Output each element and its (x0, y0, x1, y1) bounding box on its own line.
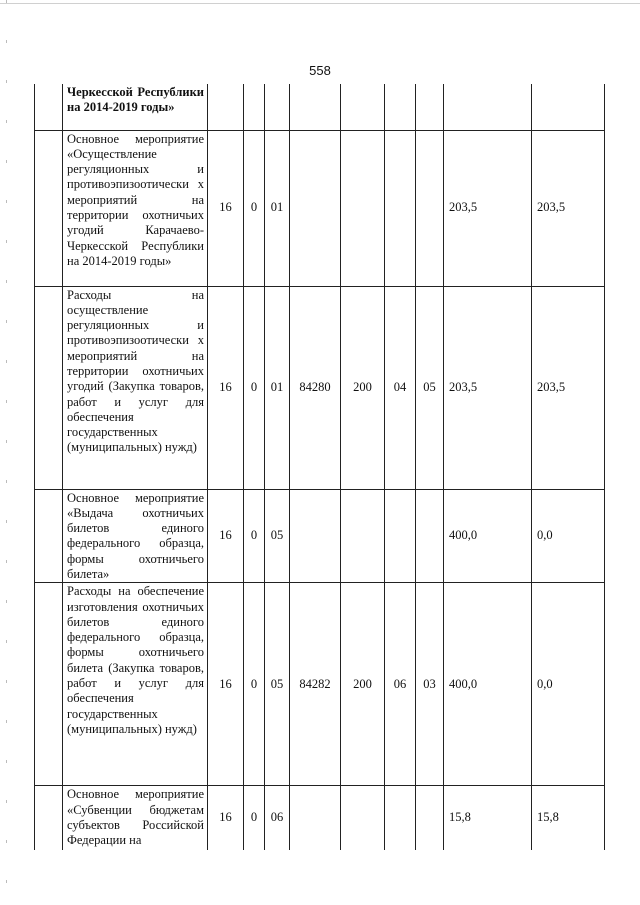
code-cell-c6: 04 (385, 286, 416, 489)
table-row (35, 84, 605, 130)
code-cell-c3: 01 (265, 130, 290, 286)
scan-margin-mark (6, 0, 7, 905)
description-cell: Основное мероприятие «Осуществление регуляционных и противоэпизоотически х мероприятий на территории охотничьих угодий Карачаево-Черкесской Республики на 2014-2019 годы» (63, 130, 208, 286)
amount-cell-v2: 0,0 (532, 489, 605, 583)
code-cell-c2: 0 (244, 286, 265, 489)
code-cell-c4 (290, 786, 341, 850)
amount-cell-v1: 203,5 (444, 286, 532, 489)
code-cell-c7: 03 (416, 583, 444, 786)
amount-cell-v1: 203,5 (444, 130, 532, 286)
code-cell-c1 (208, 84, 244, 130)
code-cell-c5: 200 (341, 286, 385, 489)
amount-cell-v1: 400,0 (444, 583, 532, 786)
row-index-cell (35, 286, 63, 489)
amount-cell-v2: 15,8 (532, 786, 605, 850)
amount-cell-v1 (444, 84, 532, 130)
code-cell-c5 (341, 489, 385, 583)
table-row (35, 786, 605, 850)
code-cell-c3: 05 (265, 583, 290, 786)
code-cell-c2: 0 (244, 786, 265, 850)
table-row (35, 489, 605, 583)
code-cell-c7 (416, 84, 444, 130)
code-cell-c7 (416, 786, 444, 850)
table-row (35, 286, 605, 489)
code-cell-c7 (416, 130, 444, 286)
code-cell-c4: 84282 (290, 583, 341, 786)
row-index-cell (35, 583, 63, 786)
code-cell-c7: 05 (416, 286, 444, 489)
row-index-cell (35, 130, 63, 286)
amount-cell-v1: 15,8 (444, 786, 532, 850)
code-cell-c1: 16 (208, 286, 244, 489)
amount-cell-v2: 0,0 (532, 583, 605, 786)
code-cell-c7 (416, 489, 444, 583)
code-cell-c3 (265, 84, 290, 130)
code-cell-c1: 16 (208, 489, 244, 583)
code-cell-c2 (244, 84, 265, 130)
table-body (35, 84, 605, 850)
code-cell-c3: 05 (265, 489, 290, 583)
description-cell: Основное мероприятие «Выдача охотничьих билетов единого федерального образца, формы охотничьего билета» (63, 489, 208, 583)
row-index-cell (35, 84, 63, 130)
code-cell-c3: 06 (265, 786, 290, 850)
amount-cell-v2: 203,5 (532, 286, 605, 489)
code-cell-c4 (290, 84, 341, 130)
page-number: 558 (309, 63, 331, 78)
code-cell-c4 (290, 130, 341, 286)
code-cell-c1: 16 (208, 786, 244, 850)
budget-table (34, 84, 605, 850)
amount-cell-v1: 400,0 (444, 489, 532, 583)
code-cell-c4 (290, 489, 341, 583)
row-index-cell (35, 786, 63, 850)
amount-cell-v2 (532, 84, 605, 130)
code-cell-c2: 0 (244, 130, 265, 286)
code-cell-c6 (385, 84, 416, 130)
code-cell-c1: 16 (208, 130, 244, 286)
code-cell-c6 (385, 786, 416, 850)
code-cell-c4: 84280 (290, 286, 341, 489)
code-cell-c3: 01 (265, 286, 290, 489)
description-cell: Расходы на обеспечение изготовления охотничьих билетов единого федерального образца, формы охотничьего билета (Закупка товаров, работ и услуг для обеспечения государственных (муниципальных) нужд) (63, 583, 208, 786)
code-cell-c6: 06 (385, 583, 416, 786)
code-cell-c5 (341, 84, 385, 130)
scan-top-edge (0, 3, 640, 4)
table-row (35, 130, 605, 286)
code-cell-c5: 200 (341, 583, 385, 786)
description-cell: Расходы на осуществление регуляционных и противоэпизоотически х мероприятий на территории охотничьих угодий (Закупка товаров, работ и услуг для обеспечения государственных (муниципальных) нужд) (63, 286, 208, 489)
description-cell: Черкесской Республики на 2014-2019 годы» (63, 84, 208, 130)
table-row (35, 583, 605, 786)
code-cell-c2: 0 (244, 583, 265, 786)
code-cell-c1: 16 (208, 583, 244, 786)
code-cell-c5 (341, 786, 385, 850)
code-cell-c2: 0 (244, 489, 265, 583)
code-cell-c6 (385, 130, 416, 286)
code-cell-c6 (385, 489, 416, 583)
amount-cell-v2: 203,5 (532, 130, 605, 286)
code-cell-c5 (341, 130, 385, 286)
row-index-cell (35, 489, 63, 583)
description-cell: Основное мероприятие «Субвенции бюджетам субъектов Российской Федерации на (63, 786, 208, 850)
